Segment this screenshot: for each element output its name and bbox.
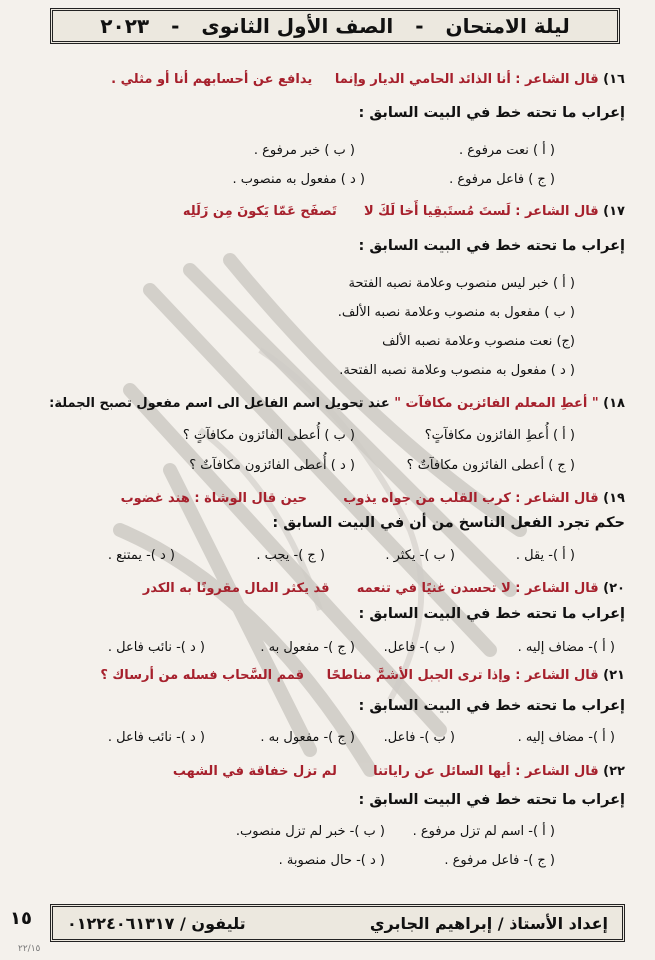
question-22-prompt: إعراب ما تحته خط في البيت السابق : xyxy=(358,792,625,808)
verse-second-half: لم تزل خفاقة في الشهب xyxy=(172,764,337,779)
q19-option-a: ( أ )- يقل . xyxy=(515,548,575,563)
q18-option-b: ( ب ) أُعطى الفائزون مكافآتٍ ؟ xyxy=(182,428,355,443)
header-title: ليلة الامتحان xyxy=(445,14,570,38)
question-22-stem xyxy=(173,764,625,779)
page-footer xyxy=(50,904,625,942)
q20-option-c: ( ج )- مفعول به . xyxy=(260,640,355,655)
question-number: ٢٠) xyxy=(603,581,625,596)
q19-option-d: ( د )- يمتنع . xyxy=(107,548,175,563)
q20-option-b: ( ب )- فاعل. xyxy=(383,640,455,655)
q21-option-b: ( ب )- فاعل. xyxy=(383,730,455,745)
verse-second-half: يدافع عن أحسابهم أنا أو مثلي . xyxy=(111,72,313,87)
verse-first-half: قال الشاعر : أنا الذائد الحامي الديار وإنما xyxy=(334,72,599,87)
question-17-prompt: إعراب ما تحته خط في البيت السابق : xyxy=(358,238,625,254)
question-18-stem xyxy=(49,396,625,411)
q19-option-b: ( ب )- يكثر . xyxy=(385,548,455,563)
page-number: ١٥ xyxy=(10,908,32,929)
verse-first-half: لا تحسدن غنيًا في تنعمه xyxy=(356,581,511,596)
verse-lead: قال الشاعر : xyxy=(515,491,599,506)
verse-lead: قال الشاعر : xyxy=(515,581,599,596)
question-number: ١٨) xyxy=(603,396,625,411)
verse-second-half: تَصفَح عَمّا يَكونَ مِن زَلَلِه xyxy=(182,204,337,219)
header-year: ٢٠٢٣ xyxy=(100,14,150,38)
verse-lead: قال الشاعر : xyxy=(515,668,599,683)
scan-stamp: ٢٢/١٥ xyxy=(18,944,41,954)
verse-second-half: حين قال الوشاة : هند غضوب xyxy=(120,491,308,506)
page-header xyxy=(50,8,620,44)
question-instruction: عند تحويل اسم الفاعل الى اسم مفعول تصبح الجملة: xyxy=(49,396,390,411)
verse-first-half: أيها السائل عن راياتنا xyxy=(373,764,511,779)
q18-option-c: ( ج ) أعطى الفائزون مكافآتٌ ؟ xyxy=(406,458,575,473)
verse-lead: قال الشاعر : xyxy=(515,764,599,779)
question-19-stem xyxy=(121,491,625,506)
question-number: ١٦) xyxy=(603,72,625,87)
q22-option-c: ( ج )- فاعل مرفوع . xyxy=(444,853,555,868)
header-separator: - xyxy=(415,14,424,38)
q21-option-c: ( ج )- مفعول به . xyxy=(260,730,355,745)
question-number: ١٩) xyxy=(603,491,625,506)
question-19-prompt: حكم تجرد الفعل الناسخ من أن في البيت السابق : xyxy=(272,515,625,531)
q17-option-a: ( أ ) خبر ليس منصوب وعلامة نصبه الفتحة xyxy=(348,276,575,291)
footer-phone: تليفون / ٠١٢٢٤٠٦١٣١٧ xyxy=(67,913,246,933)
footer-author: إعداد الأستاذ / إبراهيم الجابري xyxy=(369,913,608,933)
question-number: ٢١) xyxy=(603,668,625,683)
verse-first-half: كرب القلب من جواه يذوب xyxy=(343,491,511,506)
q21-option-a: ( أ )- مضاف إليه . xyxy=(517,730,615,745)
verse-second-half: قمم السَّحاب فسله من أرساك ؟ xyxy=(100,668,304,683)
q17-option-b: ( ب ) مفعول به منصوب وعلامة نصبه الألف. xyxy=(337,305,575,320)
q22-option-a: ( أ )- اسم لم تزل مرفوع . xyxy=(412,824,555,839)
verse-lead: قال الشاعر : xyxy=(515,204,599,219)
q20-option-a: ( أ )- مضاف إليه . xyxy=(517,640,615,655)
q21-option-d: ( د )- نائب فاعل . xyxy=(107,730,205,745)
question-21-stem xyxy=(100,668,625,683)
q19-option-c: ( ج )- يجب . xyxy=(256,548,325,563)
question-number: ٢٢) xyxy=(603,764,625,779)
q16-option-b: ( ب ) خبر مرفوع . xyxy=(253,143,355,158)
verse-second-half: قد يكثر المال مقرونًا به الكدر xyxy=(142,581,330,596)
q18-option-a: ( أ ) أُعطِ الفائزون مكافآتٍ؟ xyxy=(424,428,575,443)
verse-first-half: وإذا ترى الجبل الأشمَّ مناطحًا xyxy=(326,668,511,683)
q22-option-b: ( ب )- خبر لم تزل منصوب. xyxy=(235,824,385,839)
q16-option-a: ( أ ) نعت مرفوع . xyxy=(458,143,555,158)
q16-option-d: ( د ) مفعول به منصوب . xyxy=(232,172,365,187)
q22-option-d: ( د )- حال منصوبة . xyxy=(278,853,385,868)
q18-option-d: ( د ) أُعطى الفائزون مكافآتٌ ؟ xyxy=(189,458,355,473)
q20-option-d: ( د )- نائب فاعل . xyxy=(107,640,205,655)
question-21-prompt: إعراب ما تحته خط في البيت السابق : xyxy=(358,698,625,714)
question-16-stem xyxy=(111,72,625,87)
question-17-stem xyxy=(183,204,625,219)
question-16-prompt: إعراب ما تحته خط في البيت السابق : xyxy=(358,105,625,121)
question-number: ١٧) xyxy=(603,204,625,219)
question-sentence: " أعطِ المعلم الفائزين مكافآت " xyxy=(394,396,599,411)
header-separator: - xyxy=(171,14,180,38)
q17-option-c: (ج) نعت منصوب وعلامة نصبه الألف xyxy=(382,334,575,349)
q16-option-c: ( ج ) فاعل مرفوع . xyxy=(449,172,555,187)
question-20-stem xyxy=(143,581,625,596)
question-20-prompt: إعراب ما تحته خط في البيت السابق : xyxy=(358,606,625,622)
verse-first-half: لَستَ مُستَبقِيا أَخا لَكَ لا xyxy=(363,204,511,219)
header-grade: الصف الأول الثانوى xyxy=(201,14,394,38)
q17-option-d: ( د ) مفعول به منصوب وعلامة نصبه الفتحة. xyxy=(339,363,575,378)
